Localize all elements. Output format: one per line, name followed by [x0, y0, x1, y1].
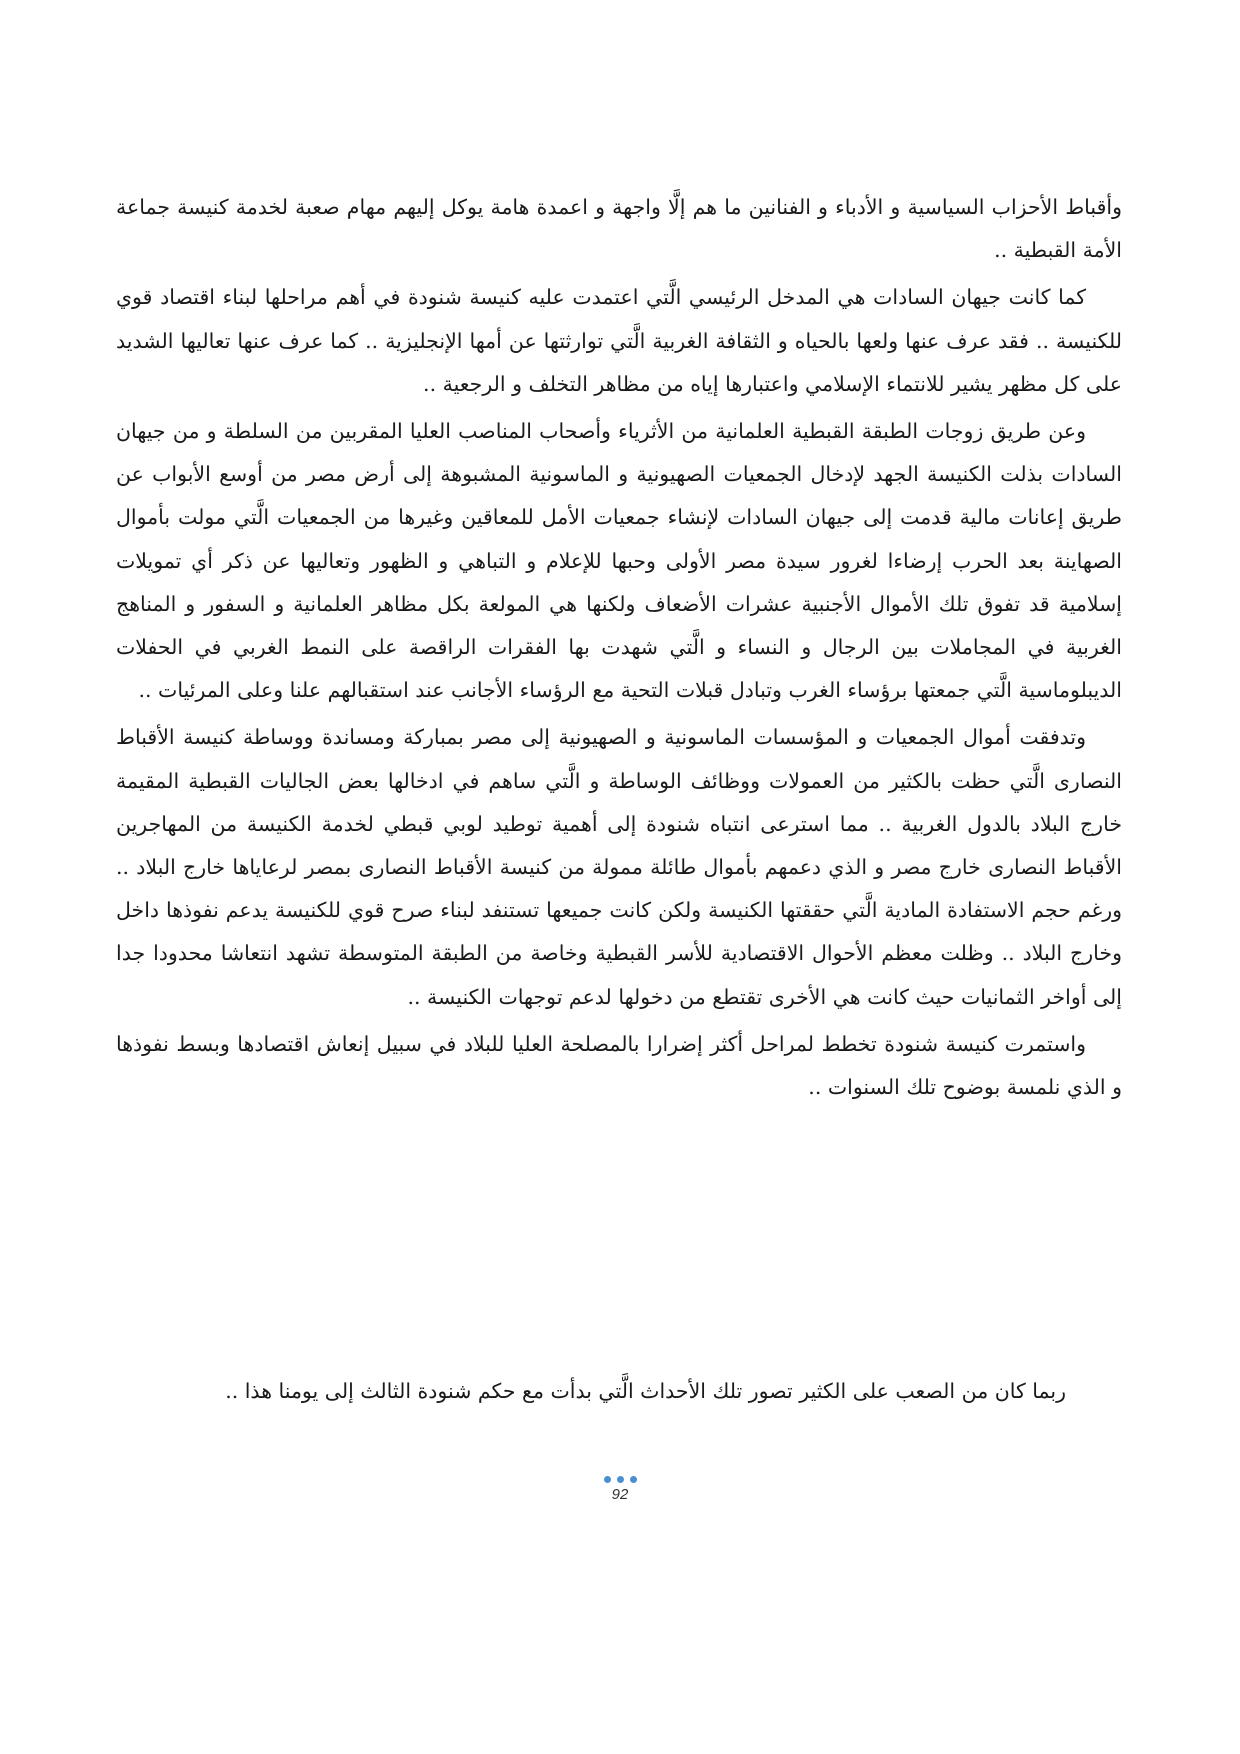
- page-footer: [570, 1476, 670, 1503]
- body-text: [116, 186, 1122, 1113]
- paragraph-4: وتدفقت أموال الجمعيات و المؤسسات الماسونية و الصهيونية إلى مصر بمباركة ومساندة ووساطة كنيسة الأقباط النصارى الَّتي حظت بالكثير من العمولات ووظائف الوساطة و الَّتي ساهم في ادخالها بعض الجاليات القبطية المقيمة خارج البلاد بالدول الغربية .. مما استرعى انتباه شنودة إلى أهمية توطيد لوبي قبطي لخدمة الكنيسة من المهاجرين الأقباط النصارى خارج مصر و الذي دعمهم بأموال طائلة ممولة من كنيسة الأقباط النصارى بمصر لرعاياها خارج البلاد .. ورغم حجم الاستفادة المادية الَّتي حققتها الكنيسة ولكن كانت جميعها تستنفد لبناء صرح قوي للكنيسة يدعم نفوذها داخل وخارج البلاد .. وظلت معظم الأحوال الاقتصادية للأسر القبطية وخاصة من الطبقة المتوسطة تشهد انتعاشا محدودا جدا إلى أواخر الثمانيات حيث كانت هي الأخرى تقتطع من دخولها لدعم توجهات الكنيسة ..: [116, 725, 1122, 1009]
- closing-line: ربما كان من الصعب على الكثير تصور تلك الأحداث الَّتي بدأت مع حكم شنودة الثالث إلى يومنا هذا ..: [225, 1379, 1066, 1403]
- paragraph-3: وعن طريق زوجات الطبقة القبطية العلمانية من الأثرياء وأصحاب المناصب العليا المقربين من السلطة و من جيهان السادات بذلت الكنيسة الجهد لإدخال الجمعيات الصهيونية و الماسونية المشبوهة إلى أرض مصر من أوسع الأبواب عن طريق إعانات مالية قدمت إلى جيهان السادات لإنشاء جمعيات الأمل للمعاقين وغيرها من الجمعيات الَّتي مولت بأموال الصهاينة بعد الحرب إرضاءا لغرور سيدة مصر الأولى وحبها للإعلام و التباهي و الظهور وتعاليها عن ذكر أي تمويلات إسلامية قد تفوق تلك الأموال الأجنبية عشرات الأضعاف ولكنها هي المولعة بكل مظاهر العلمانية و السفور و المناهج الغربية في المجاملات بين الرجال و النساء و الَّتي شهدت بها الفقرات الراقصة على النمط الغربي في الحفلات الديبلوماسية الَّتي جمعتها برؤساء الغرب وتبادل قبلات التحية مع الرؤساء الأجانب عند استقبالهم علنا وعلى المرئيات ..: [116, 419, 1122, 703]
- dot-icon: [617, 1476, 624, 1483]
- dot-icon: [604, 1476, 611, 1483]
- ornament-dots-icon: [570, 1476, 670, 1486]
- paragraph-5: واستمرت كنيسة شنودة تخطط لمراحل أكثر إضرارا بالمصلحة العليا للبلاد في سبيل إنعاش اقتصادها وبسط نفوذها و الذي نلمسة بوضوح تلك السنوات ..: [116, 1031, 1122, 1100]
- dot-icon: [630, 1476, 637, 1483]
- paragraph-2: كما كانت جيهان السادات هي المدخل الرئيسي الَّتي اعتمدت عليه كنيسة شنودة في أهم مراحلها لبناء اقتصاد قوي للكنيسة .. فقد عرف عنها ولعها بالحياه و الثقافة الغربية الَّتي توارثتها عن أمها الإنجليزية .. كما عرف عنها تعاليها الشديد على كل مظهر يشير للانتماء الإسلامي واعتبارها إياه من مظاهر التخلف و الرجعية ..: [116, 285, 1122, 396]
- paragraph-1: وأقباط الأحزاب السياسية و الأدباء و الفنانين ما هم إلَّا واجهة و اعمدة هامة يوكل إليهم مهام صعبة لخدمة كنيسة جماعة الأمة القبطية ..: [116, 195, 1122, 263]
- page-number: 92: [611, 1486, 629, 1503]
